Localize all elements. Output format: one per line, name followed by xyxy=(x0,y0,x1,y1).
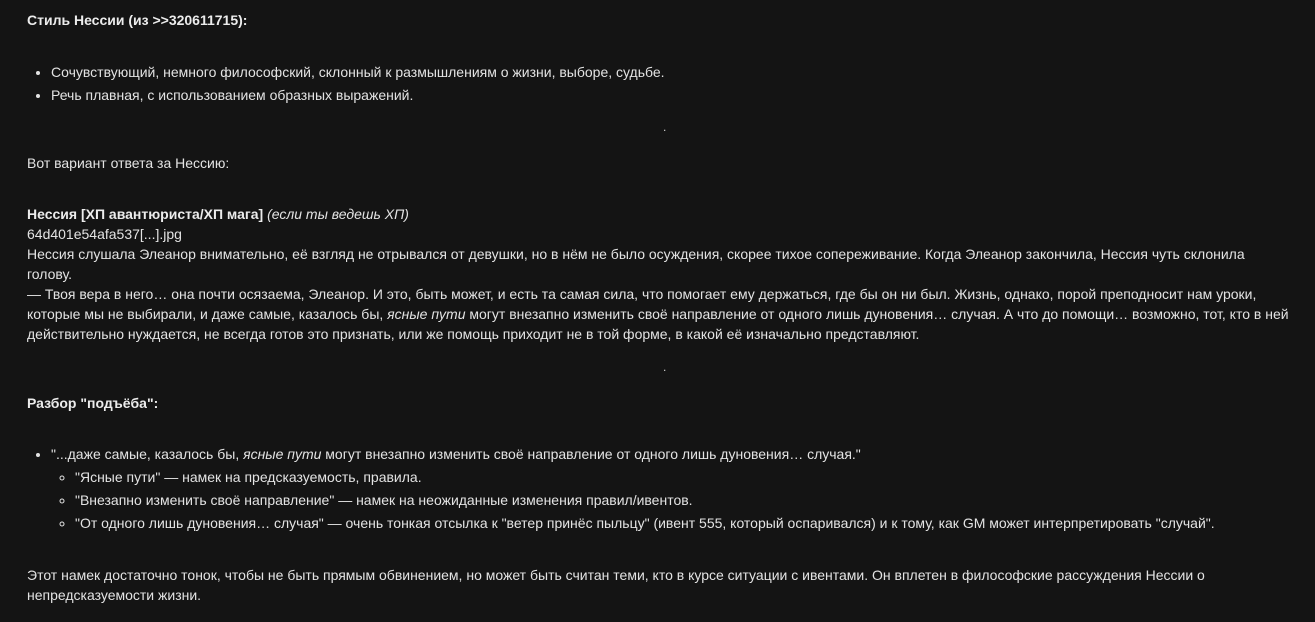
analysis-list xyxy=(27,443,1313,535)
quote-text: "...даже самые, казалось бы, xyxy=(51,446,244,462)
quote-text: могут внезапно изменить своё направление от одного лишь дуновения… случая." xyxy=(321,446,861,462)
conclusion-text: Этот намек достаточно тонок, чтобы не быть прямым обвинением, но может быть считан теми, кто в курсе ситуации с ивентами. Он вплетен в философские рассуждения Нессии о непредсказуемости жизни. xyxy=(27,567,1205,603)
separator-dot: . xyxy=(663,120,667,134)
reply-italic: ясные пути xyxy=(387,306,466,322)
analysis-heading: Разбор "подъёба": xyxy=(27,395,159,411)
reply-header xyxy=(27,204,409,224)
list-item: • Сочувствующий, немного философский, склонный к размышлениям о жизни, выборе, судьбе. xyxy=(51,61,665,84)
list-item: ◦ "Внезапно изменить своё направление" — намек на неожиданные изменения правил/ивентов. xyxy=(75,489,1313,512)
reply-text: могут внезапно изменить своё направление от одного лишь дуновения… случая. А что до помощи… возможно, тот, кто в ней действительно нуждается, не всегда готов это признать, или же помощь приходит не в той форме, в какой её изначально представляют. xyxy=(27,306,1289,342)
list-item: ◦ "От одного лишь дуновения… случая" — очень тонкая отсылка к "ветер принёс пыльцу" (ивент 555, который оспаривался) и к тому, как GM может интерпретировать "случай". xyxy=(75,512,1313,535)
reply-note: (если ты ведешь ХП) xyxy=(267,206,409,222)
reply-character: Нессия [ХП авантюриста/ХП мага] xyxy=(27,206,264,222)
attachment-filename: 64d401e54afa537[...].jpg xyxy=(27,226,182,242)
separator-dot: . xyxy=(663,360,667,374)
reply-paragraph xyxy=(27,284,1289,344)
reply-paragraph: Нессия слушала Элеанор внимательно, её взгляд не отрывался от девушки, но в нём не было осуждения, скорее тихое сопереживание. Когда Элеанор закончила, Нессия чуть склонила голову. xyxy=(27,246,1245,282)
list-item: ◦ "Ясные пути" — намек на предсказуемость, правила. xyxy=(75,466,1313,489)
style-heading: Стиль Нессии (из >>320611715): xyxy=(27,12,248,28)
list-item: • Речь плавная, с использованием образных выражений. xyxy=(51,84,665,107)
intro-text: Вот вариант ответа за Нессию: xyxy=(27,155,230,171)
style-list xyxy=(27,61,665,107)
reply-text: — Твоя вера в него… она почти осязаема, Элеанор. И это, быть может, и есть та самая сила, что помогает ему держаться, где бы он ни был. Жизнь, однако, порой преподносит нам уроки, которые мы не выбирали, и даже самые, казалось бы, xyxy=(27,286,1257,322)
quote-italic: ясные пути xyxy=(243,446,322,462)
list-item xyxy=(51,443,1313,466)
analysis-sublist xyxy=(51,466,1313,535)
